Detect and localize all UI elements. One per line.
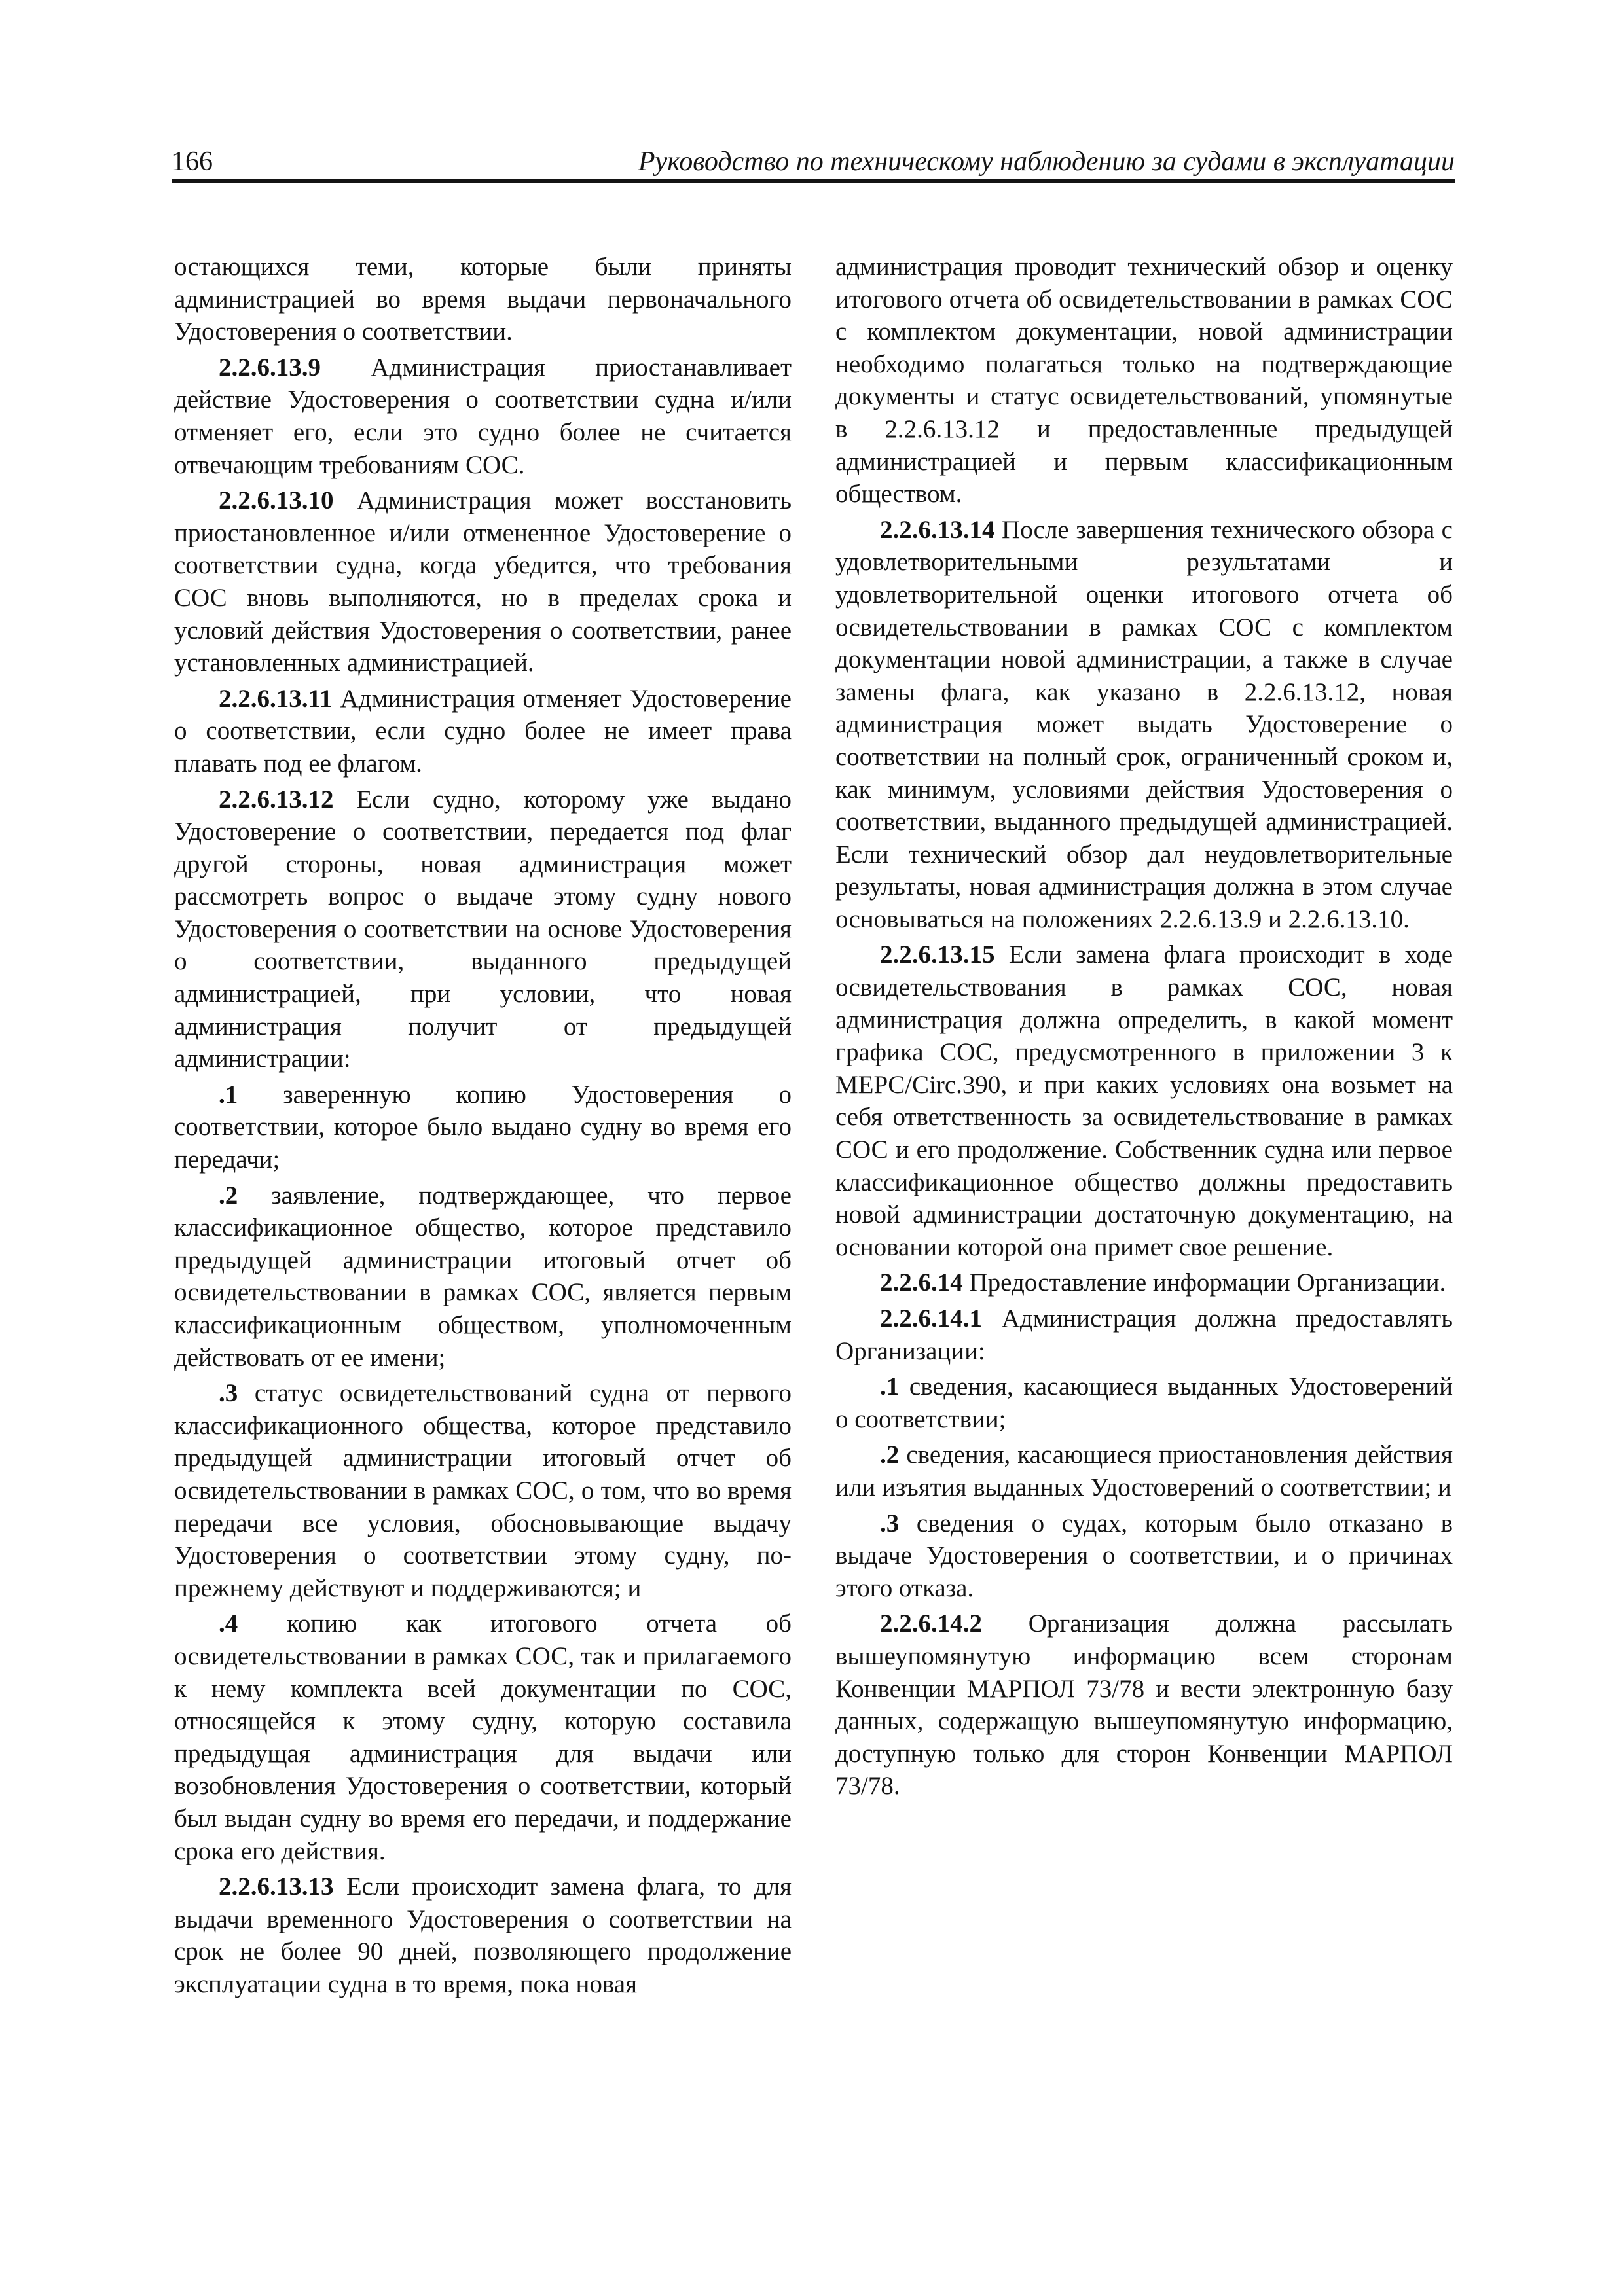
right-column — [835, 251, 1453, 1806]
paragraph — [174, 351, 792, 481]
item-number: .1 — [880, 1372, 900, 1401]
paragraph-text: сведения о судах, которым было отказано в выдаче Удостоверения о соответствии, и о причинах этого отказа. — [835, 1509, 1453, 1602]
list-item — [174, 1377, 792, 1604]
paragraph-text: Предоставление информации Организации. — [962, 1268, 1446, 1297]
running-title: Руководство по техническому наблюдению за судами в эксплуатации — [638, 147, 1455, 177]
list-item — [835, 1439, 1453, 1503]
section-number: 2.2.6.13.12 — [219, 785, 334, 814]
page-number: 166 — [172, 147, 213, 177]
left-column — [174, 251, 792, 2003]
paragraph-text: остающихся теми, которые были приняты администрацией во время выдачи первоначального Удостоверения о соответствии. — [174, 253, 792, 346]
section-number: 2.2.6.13.13 — [219, 1873, 334, 1901]
paragraph — [835, 514, 1453, 936]
paragraph — [174, 251, 792, 348]
list-item — [835, 1371, 1453, 1435]
paragraph-text: администрация проводит технический обзор и оценку итогового отчета об освидетельствовании в рамках СОС с комплектом документации, новой администрации необходимо полагаться только на подтверждающие документы и статус освидетельствований, упомянутые в 2.2.6.13.12 и предоставленные предыдущей администрацией и первым классификационным обществом. — [835, 253, 1453, 509]
paragraph-text: сведения, касающиеся выданных Удостоверений о соответствии; — [835, 1372, 1453, 1433]
paragraph — [835, 939, 1453, 1263]
paragraph-text: Если судно, которому уже выдано Удостоверение о соответствии, передается под флаг другой стороны, новая администрация может рассмотреть вопрос о выдаче этому судну нового Удостоверения о соответствии на основе Удостоверения о соответствии, выданного предыдущей администрацией, при условии, что новая администрация получит от предыдущей администрации: — [174, 785, 792, 1073]
list-item — [174, 1079, 792, 1176]
paragraph-text: статус освидетельствований судна от первого классификационного общества, которое представило предыдущей администрации итоговый отчет об освидетельствовании в рамках СОС, о том, что во время передачи все условия, обосновывающие выдачу Удостоверения о соответствии этому судну, по-прежнему действуют и поддерживаются; и — [174, 1379, 792, 1602]
item-number: .3 — [219, 1379, 238, 1408]
paragraph-text: Администрация приостанавливает действие Удостоверения о соответствии судна и/или отменяет его, если это судно более не считается отвечающим требованиям СОС. — [174, 353, 792, 479]
paragraph-text: Организация должна рассылать вышеупомянутую информацию всем сторонам Конвенции МАРПОЛ 73/78 и вести электронную базу данных, содержащую вышеупомянутую информацию, доступную только для сторон Конвенции МАРПОЛ 73/78. — [835, 1609, 1453, 1801]
section-number: 2.2.6.13.14 — [880, 515, 995, 544]
paragraph-text: копию как итогового отчета об освидетельствовании в рамках СОС, так и прилагаемого к нему комплекта всей документации по СОС, относящейся к этому судну, которую составила предыдущая администрация для выдачи или возобновления Удостоверения о соответствии, который был выдан судну во время его передачи, и поддержание срока его действия. — [174, 1609, 792, 1865]
section-number: 2.2.6.14 — [880, 1268, 963, 1297]
paragraph — [835, 1607, 1453, 1803]
paragraph-text: Администрация может восстановить приостановленное и/или отмененное Удостоверение о соответствии судна, когда убедится, что требования СОС вновь выполняются, но в пределах срока и условий действия Удостоверения о соответствии, ранее установленных администрацией. — [174, 486, 792, 677]
paragraph — [835, 1302, 1453, 1367]
paragraph — [835, 251, 1453, 511]
section-number: 2.2.6.13.11 — [219, 684, 333, 713]
paragraph-text: сведения, касающиеся приостановления действия или изъятия выданных Удостоверений о соответствии; и — [835, 1441, 1453, 1501]
list-item — [174, 1179, 792, 1374]
paragraph-text: Администрация должна предоставлять Организации: — [835, 1304, 1453, 1365]
paragraph — [174, 683, 792, 780]
item-number: .2 — [880, 1441, 900, 1469]
paragraph — [174, 783, 792, 1075]
paragraph — [174, 1871, 792, 2000]
item-number: .4 — [219, 1609, 238, 1638]
paragraph-text: заверенную копию Удостоверения о соответствии, которое было выдано судну во время его передачи; — [174, 1080, 792, 1174]
list-item — [174, 1607, 792, 1867]
paragraph-text: После завершения технического обзора с удовлетворительными результатами и удовлетворительной оценки итогового отчета об освидетельствовании в рамках СОС с комплектом документации новой администрации, а также в случае замены флага, как указано в 2.2.6.13.12, новая администрация может выдать Удостоверение о соответствии на полный срок, ограниченный сроком и, как минимум, условиями действия Удостоверения о соответствии, выданного предыдущей администрацией. Если технический обзор дал неудовлетворительные результаты, новая администрация должна в этом случае основываться на положениях 2.2.6.13.9 и 2.2.6.13.10. — [835, 515, 1453, 933]
item-number: .1 — [219, 1080, 238, 1109]
paragraph — [835, 1266, 1453, 1299]
section-number: 2.2.6.14.2 — [880, 1609, 982, 1638]
item-number: .3 — [880, 1509, 900, 1537]
paragraph-text: заявление, подтверждающее, что первое классификационное общество, которое представило предыдущей администрации итоговый отчет об освидетельствовании в рамках СОС, является первым классификационным обществом, уполномоченным действовать от ее имени; — [174, 1181, 792, 1372]
paragraph — [174, 484, 792, 679]
paragraph-text: Если происходит замена флага, то для выдачи временного Удостоверения о соответствии на срок не более 90 дней, позволяющего продолжение эксплуатации судна в то время, пока новая — [174, 1873, 792, 1998]
item-number: .2 — [219, 1181, 238, 1210]
list-item — [835, 1507, 1453, 1605]
section-number: 2.2.6.13.9 — [219, 353, 321, 382]
section-number: 2.2.6.13.15 — [880, 941, 995, 969]
section-number: 2.2.6.14.1 — [880, 1304, 982, 1333]
page-header — [172, 145, 1455, 183]
section-number: 2.2.6.13.10 — [219, 486, 334, 515]
paragraph-text: Если замена флага происходит в ходе освидетельствования в рамках СОС, новая администрация должна определить, в какой момент графика СОС, предусмотренного в приложении 3 к MEPC/Circ.390, и при каких условиях она возьмет на себя ответственность за освидетельствование в рамках СОС и его продолжение. Собственник судна или первое классификационное общество должны предоставить новой администрации достаточную документацию, на основании которой она примет свое решение. — [835, 941, 1453, 1261]
paragraph-text: Администрация отменяет Удостоверение о соответствии, если судно более не имеет права плавать под ее флагом. — [174, 684, 792, 778]
